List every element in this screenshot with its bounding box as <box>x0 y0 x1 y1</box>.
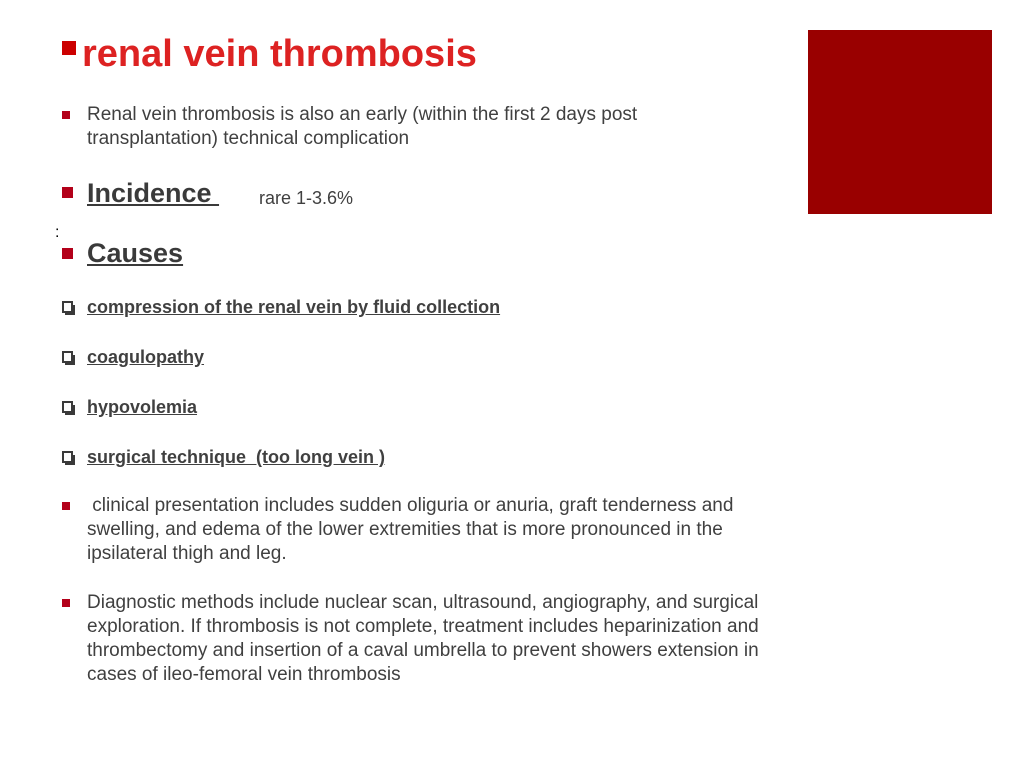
square-bullet-icon <box>62 502 70 510</box>
incidence-value: rare 1-3.6% <box>259 188 354 208</box>
square-bullet-icon <box>62 248 73 259</box>
square-bullet-icon <box>62 599 70 607</box>
causes-heading: Causes <box>87 238 184 268</box>
incidence-heading <box>87 178 219 209</box>
clinical-presentation-text: clinical presentation includes sudden oliguria or anuria, graft tenderness and swelling, and edema of the lower extremities that is more pronounced in the ipsilateral thigh and leg. <box>87 495 739 564</box>
title-bullet-icon <box>62 41 76 55</box>
checkbox-bullet-icon <box>62 351 73 363</box>
checkbox-bullet-icon <box>62 301 73 313</box>
cause-item: hypovolemia <box>87 397 198 417</box>
decorative-red-block <box>808 30 992 214</box>
slide-title-text: renal vein thrombosis <box>82 33 477 75</box>
diagnostic-methods-text: Diagnostic methods include nuclear scan, ultrasound, angiography, and surgical exploration. If thrombosis is not complete, treatment includes heparinization and thrombectomy and insertion of a caval umbrella to prevent showers extension in cases of ileo-femoral vein thrombosis <box>87 592 759 685</box>
cause-item: surgical technique (too long vein ) <box>87 447 386 467</box>
cause-item: compression of the renal vein by fluid collection <box>87 297 501 317</box>
square-bullet-icon <box>62 111 70 119</box>
checkbox-bullet-icon <box>62 401 73 413</box>
square-bullet-icon <box>62 187 73 198</box>
cause-item: coagulopathy <box>87 347 205 367</box>
intro-text: Renal vein thrombosis is also an early (within the first 2 days post transplantation) technical complication <box>87 104 638 149</box>
stray-colon-mark: : <box>55 224 60 241</box>
checkbox-bullet-icon <box>62 451 73 463</box>
slide-title <box>62 30 477 78</box>
incidence-label: Incidence <box>87 178 220 208</box>
